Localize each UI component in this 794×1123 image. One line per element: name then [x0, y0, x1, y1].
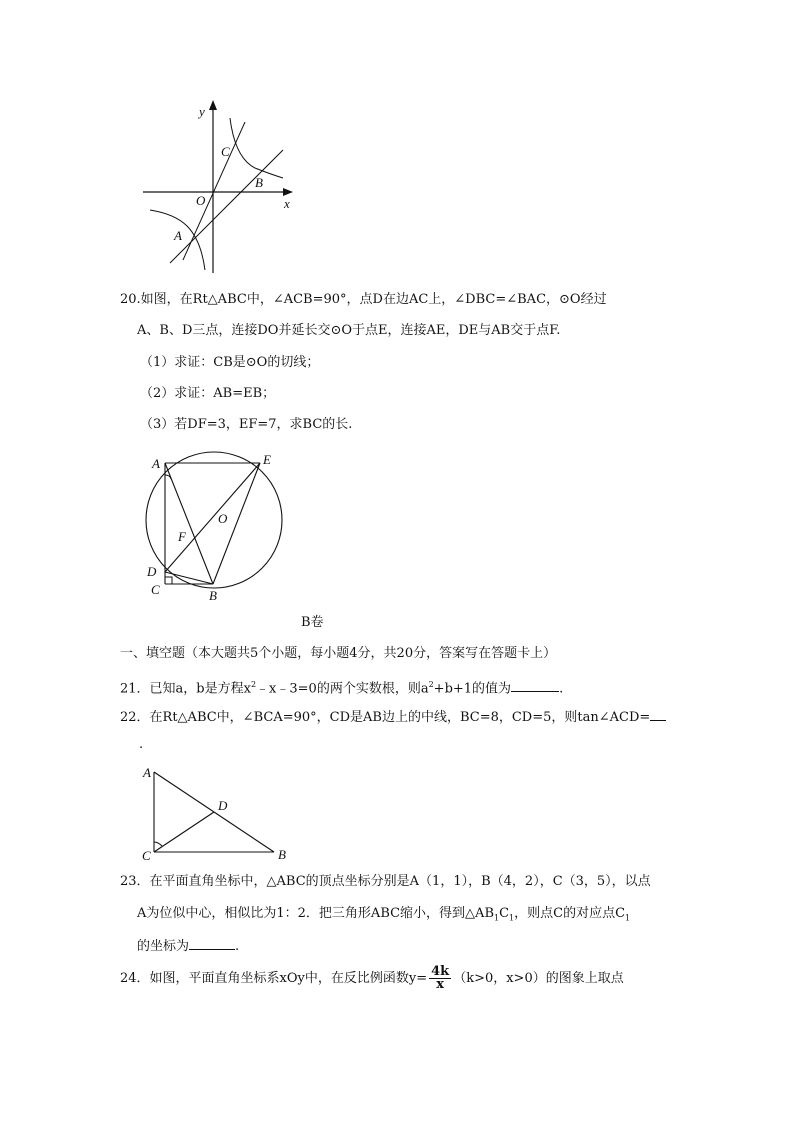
label-c: C [221, 144, 230, 159]
line-ac [183, 122, 245, 260]
label-c: C [151, 582, 160, 597]
label-f: F [178, 529, 186, 544]
q23-line3-pre: 的坐标为 [137, 939, 190, 954]
q24-post: （k>0，x>0）的图象上取点 [453, 971, 624, 986]
q22-line1: 22．在Rt△ABC中，∠BCA=90°，CD是AB边上的中线，BC=8，CD=5，则tan∠ACD= [120, 710, 651, 725]
q23-line3-end: . [235, 939, 240, 954]
q23-line2-mid: C [499, 906, 510, 921]
q22-text [120, 707, 666, 727]
q24-text [120, 964, 624, 994]
x-axis-arrow-icon [283, 188, 293, 196]
q24-pre: 24．如图，平面直角坐标系xOy中，在反比例函数y= [120, 971, 428, 986]
q21-answer-blank[interactable] [511, 678, 559, 692]
q23-line2 [137, 905, 630, 928]
segment-ab [165, 463, 213, 584]
label-d: D [218, 798, 228, 813]
label-o: O [196, 193, 206, 208]
label-o: O [218, 511, 228, 526]
q21-mid: ﹣x﹣3=0的两个实数根，则a [256, 681, 429, 697]
label-b: B [255, 175, 263, 190]
q20-stem-line1: 20.如图，在Rt△ABC中，∠ACB=90°，点D在边AC上，∠DBC=∠BAC，⊙O经过 [120, 292, 607, 307]
label-d: D [147, 564, 157, 579]
label-a: A [174, 228, 182, 243]
right-angle-mark-c [165, 577, 172, 584]
fill-in-section-title: 一、填空题（本大题共5个小题，每小题4分，共20分，答案写在答题卡上） [120, 646, 557, 661]
label-x: x [284, 196, 290, 211]
q20-part2: （2）求证：AB=EB； [140, 386, 276, 401]
q23-line2-pre: A为位似中心，相似比为1：2．把三角形ABC缩小，得到△AB [137, 906, 494, 921]
section-b-title: B卷 [301, 615, 324, 630]
label-a: A [143, 765, 151, 780]
segment-cd [154, 812, 214, 852]
q21-pre: 21．已知a，b是方程x [120, 681, 251, 697]
q22-line2: . [139, 737, 144, 752]
q23-line1: 23．在平面直角坐标中，△ABC的顶点坐标分别是A（1，1），B（4，2），C（3，5），以点 [120, 874, 651, 889]
q20-stem-line2: A、B、D三点，连接DO并延长交⊙O于点E，连接AE，DE与AB交于点F. [137, 323, 561, 338]
circle-o [146, 452, 282, 588]
label-b: B [209, 588, 217, 603]
figure-q22-triangle [138, 760, 298, 868]
q21-text [120, 676, 563, 698]
label-b: B [278, 847, 286, 862]
q23-sub2: 1 [509, 913, 515, 923]
q21-post: +b+1的值为 [433, 681, 512, 697]
q23-answer-blank[interactable] [189, 936, 235, 950]
hyperbola-branch-upper [230, 118, 283, 178]
q23-sub1: 1 [494, 913, 500, 923]
q20-part1: （1）求证：CB是⊙O的切线； [140, 355, 320, 370]
figure-q20-circle [140, 448, 290, 608]
q23-line2-post: ，则点C的对应点C [514, 906, 626, 921]
q21-end: . [559, 681, 564, 697]
q24-fraction [429, 966, 451, 991]
figure-q19-graph [135, 98, 305, 278]
q20-part3: （3）若DF=3，EF=7，求BC的长. [140, 417, 353, 432]
q22-answer-blank[interactable] [650, 707, 666, 721]
y-axis-arrow-icon [209, 100, 217, 110]
q23-line3 [137, 936, 239, 956]
q21-exp1: 2 [250, 680, 257, 689]
label-e: E [263, 452, 271, 467]
q21-exp2: 2 [428, 680, 434, 689]
angle-arc-c [154, 842, 162, 846]
label-y: y [199, 104, 205, 119]
q23-sub3: 1 [625, 913, 631, 923]
q24-denominator: x [436, 977, 445, 992]
segment-de [165, 463, 260, 572]
q24-numerator: 4k [431, 964, 450, 979]
line-ab [170, 150, 283, 263]
label-c: C [142, 848, 151, 863]
label-a: A [152, 456, 160, 471]
